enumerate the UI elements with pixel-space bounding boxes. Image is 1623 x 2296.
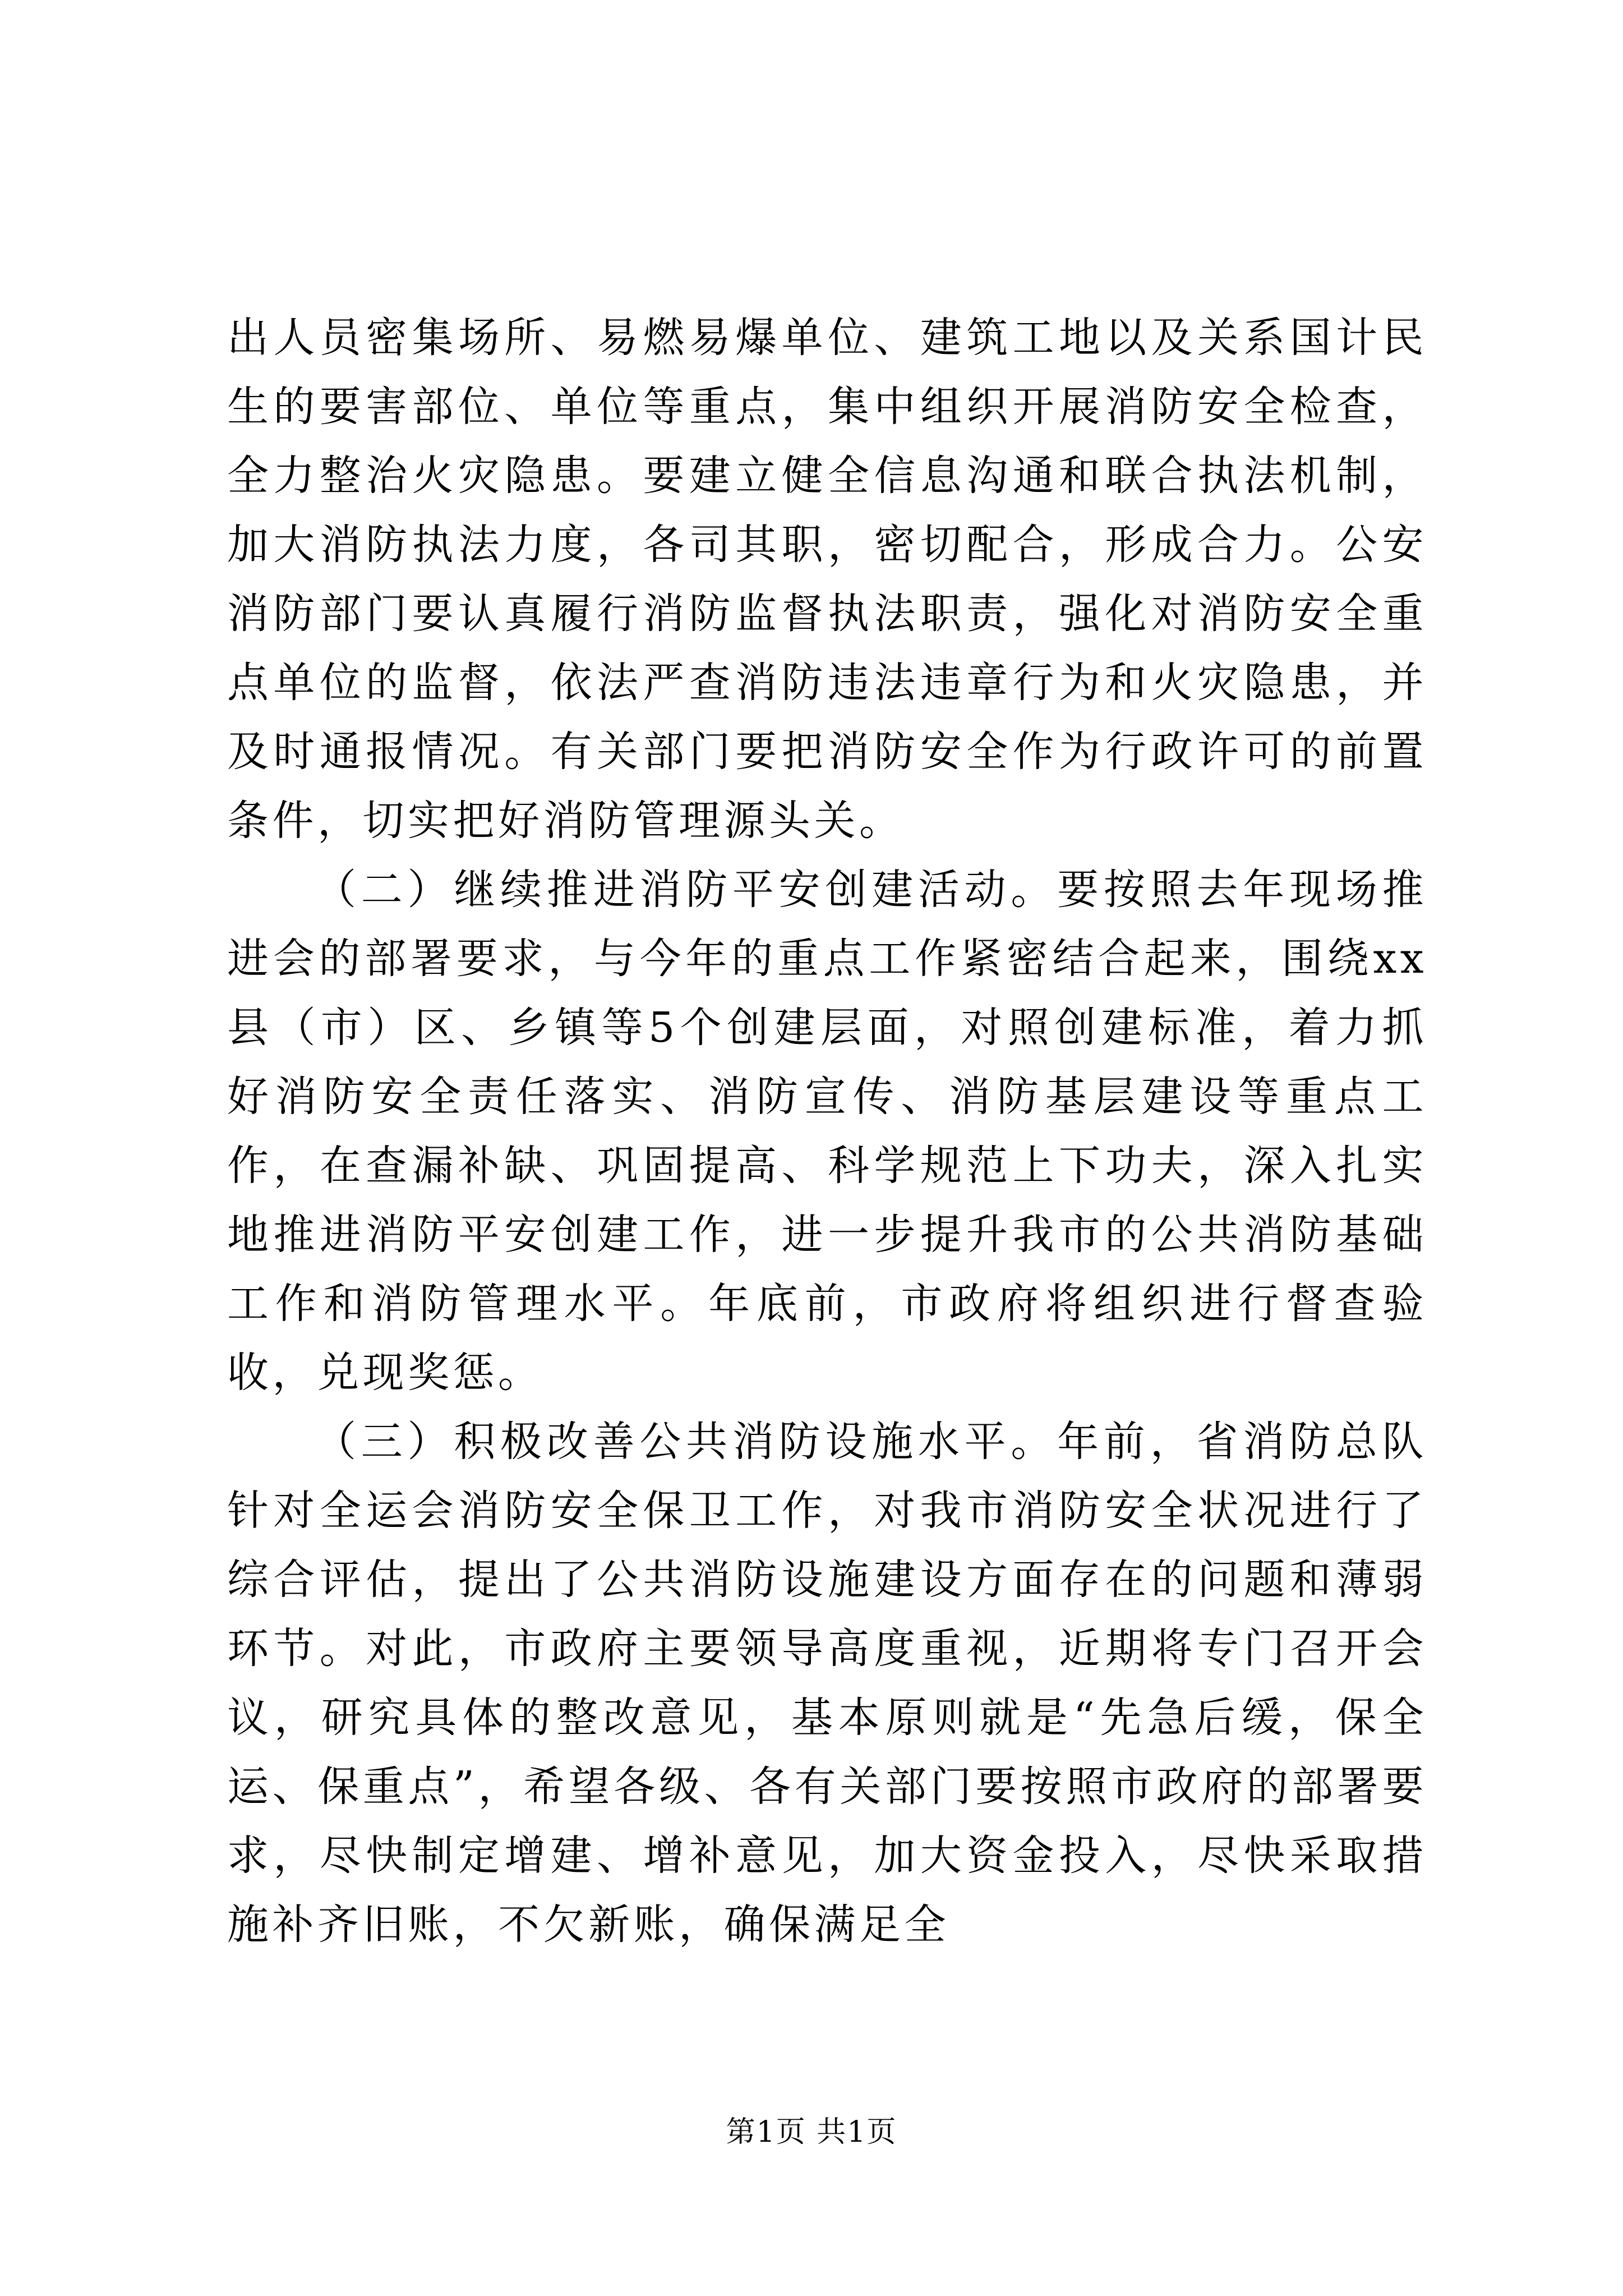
page-footer: 第1页 共1页 (726, 2115, 897, 2149)
paragraph-continuation: 出人员密集场所、易燃易爆单位、建筑工地以及关系国计民生的要害部位、单位等重点，集中组织开展消防安全检查，全力整治火灾隐患。要建立健全信息沟通和联合执法机制，加大消防执法力度，各司其职，密切配合，形成合力。公安消防部门要认真履行消防监督执法职责，强化对消防安全重点单位的监督，依法严查消防违法违章行为和火灾隐患，并及时通报情况。有关部门要把消防安全作为行政许可的前置条件，切实把好消防管理源头关。 (227, 314, 1427, 845)
document-body (227, 303, 1427, 1959)
paragraph-section-3: （三）积极改善公共消防设施水平。年前，省消防总队针对全运会消防安全保卫工作，对我市消防安全状况进行了综合评估，提出了公共消防设施建设方面存在的问题和薄弱环节。对此，市政府主要领导高度重视，近期将专门召开会议，研究具体的整改意见，基本原则就是“先急后缓，保全运、保重点”，希望各级、各有关部门要按照市政府的部署要求，尽快制定增建、增补意见，加大资金投入，尽快采取措施补齐旧账，不欠新账，确保满足全 (227, 1418, 1427, 1949)
paragraph-section-2: （二）继续推进消防平安创建活动。要按照去年现场推进会的部署要求，与今年的重点工作紧密结合起来，围绕xx县（市）区、乡镇等5个创建层面，对照创建标准，着力抓好消防安全责任落实、消防宣传、消防基层建设等重点工作，在查漏补缺、巩固提高、科学规范上下功夫，深入扎实地推进消防平安创建工作，进一步提升我市的公共消防基础工作和消防管理水平。年底前，市政府将组织进行督查验收，兑现奖惩。 (227, 866, 1427, 1397)
